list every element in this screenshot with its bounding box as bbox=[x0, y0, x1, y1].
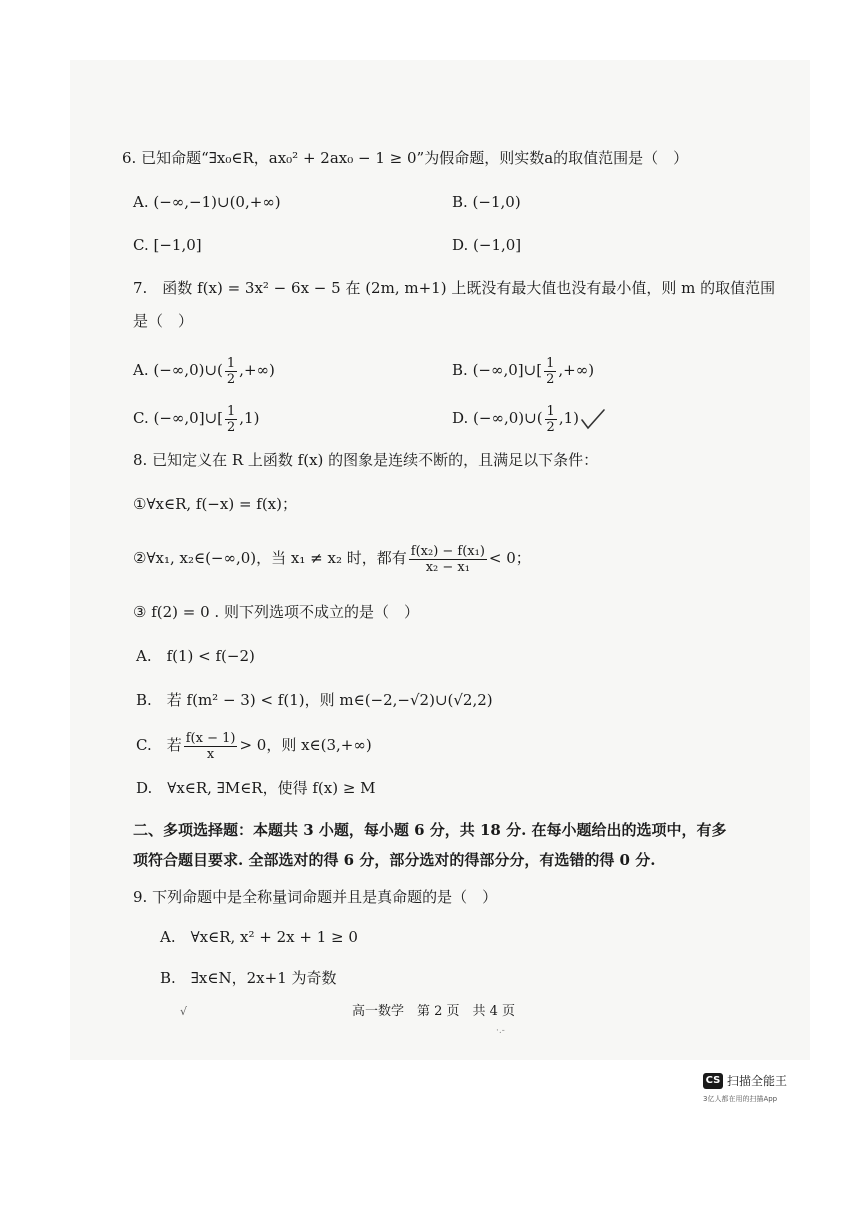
q8-option-c-post: > 0，则 x∈(3,+∞) bbox=[239, 736, 372, 754]
q8-option-d: D. ∀x∈R, ∃M∈R，使得 f(x) ≥ M bbox=[136, 779, 376, 797]
q7-option-d bbox=[452, 400, 606, 436]
q7-option-d-label: D. bbox=[452, 409, 469, 427]
section2-instructions-line2: 项符合题目要求. 全部选对的得 6 分，部分选对的得部分分，有选错的得 0 分. bbox=[133, 851, 656, 869]
half-fraction bbox=[225, 356, 237, 387]
handwritten-checkmark-icon bbox=[580, 406, 606, 432]
fraction-denominator: 2 bbox=[546, 371, 555, 387]
q8-option-a: A. f(1) < f(−2) bbox=[136, 647, 255, 665]
q7-option-c-post: ,1) bbox=[239, 409, 260, 427]
half-fraction bbox=[225, 404, 237, 435]
q9-stem: 9. 下列命题中是全称量词命题并且是真命题的是（ ） bbox=[133, 888, 498, 906]
fraction-numerator: f(x − 1) bbox=[185, 730, 236, 746]
q8-condition-1: ①∀x∈R, f(−x) = f(x)； bbox=[133, 495, 297, 513]
q8-option-b: B. 若 f(m² − 3) < f(1)，则 m∈(−2,−√2)∪(√2,2) bbox=[136, 691, 493, 709]
q9-option-b: B. ∃x∈N，2x+1 为奇数 bbox=[160, 969, 337, 987]
q7-option-b-label: B. bbox=[452, 361, 468, 379]
q7-stem-line2: 是（ ） bbox=[133, 312, 194, 330]
fraction-numerator: 1 bbox=[546, 403, 555, 419]
q7-option-b-post: ,+∞) bbox=[558, 361, 595, 379]
camscanner-name: 扫描全能王 bbox=[727, 1074, 788, 1088]
fraction-denominator: 2 bbox=[546, 419, 555, 435]
q8-c-fraction bbox=[184, 731, 238, 762]
slope-fraction bbox=[409, 544, 487, 575]
half-fraction bbox=[545, 404, 557, 435]
half-fraction bbox=[544, 356, 556, 387]
q7-option-a-pre: (−∞,0)∪( bbox=[153, 361, 223, 379]
q7-stem-line1: 7. 函数 f(x) = 3x² − 6x − 5 在 (2m, m+1) 上既没有最大值也没有最小值，则 m 的取值范围 bbox=[133, 279, 776, 297]
q8-option-c-pre: C. 若 bbox=[136, 736, 182, 754]
q7-option-c-pre: (−∞,0]∪[ bbox=[153, 409, 223, 427]
q6-option-b: B. (−1,0) bbox=[452, 193, 521, 211]
q7-option-d-post: ,1) bbox=[558, 409, 579, 427]
q6-stem: 6. 已知命题“∃x₀∈R，ax₀² + 2ax₀ − 1 ≥ 0”为假命题，则实数a的取值范围是（ ） bbox=[122, 149, 689, 167]
q8-condition-2-post: < 0； bbox=[488, 549, 531, 567]
fraction-denominator: 2 bbox=[227, 419, 236, 435]
fraction-denominator: 2 bbox=[226, 371, 236, 387]
q8-condition-3: ③ f(2) = 0 . 则下列选项不成立的是（ ） bbox=[133, 603, 419, 621]
fraction-numerator: f(x₂) − f(x₁) bbox=[410, 543, 485, 559]
q6-option-c: C. [−1,0] bbox=[133, 236, 202, 254]
q8-option-c bbox=[136, 727, 372, 763]
q7-option-c-label: C. bbox=[133, 409, 149, 427]
fraction-numerator: 1 bbox=[227, 403, 236, 419]
fraction-denominator: x bbox=[206, 746, 215, 762]
q6-option-a: A. (−∞,−1)∪(0,+∞) bbox=[133, 193, 281, 211]
q7-option-b bbox=[452, 352, 594, 388]
q8-condition-2-pre: ②∀x₁, x₂∈(−∞,0)，当 x₁ ≠ x₂ 时，都有 bbox=[133, 549, 407, 567]
q7-option-a bbox=[133, 352, 275, 388]
footer-stray-mark: √ bbox=[180, 1005, 188, 1018]
fraction-numerator: 1 bbox=[546, 355, 555, 371]
q7-option-d-pre: (−∞,0)∪( bbox=[473, 409, 543, 427]
q7-option-a-label: A. bbox=[133, 361, 149, 379]
fraction-denominator: x₂ − x₁ bbox=[425, 559, 470, 575]
q9-option-a: A. ∀x∈R, x² + 2x + 1 ≥ 0 bbox=[160, 928, 358, 946]
q7-option-c bbox=[133, 400, 259, 436]
camscanner-watermark bbox=[703, 1072, 787, 1089]
camscanner-logo-icon: CS bbox=[703, 1073, 723, 1089]
q7-option-a-post: ,+∞) bbox=[239, 361, 275, 379]
footer-stray-dots: ·.- bbox=[496, 1026, 505, 1036]
section2-instructions-line1: 二、多项选择题：本题共 3 小题，每小题 6 分，共 18 分. 在每小题给出的选项中，有多 bbox=[133, 821, 727, 839]
q8-condition-2 bbox=[133, 540, 531, 576]
q8-stem: 8. 已知定义在 R 上函数 f(x) 的图象是连续不断的，且满足以下条件： bbox=[133, 451, 599, 469]
q7-option-b-pre: (−∞,0]∪[ bbox=[472, 361, 543, 379]
camscanner-tagline: 3亿人都在用的扫描App bbox=[703, 1095, 778, 1103]
page-footer: 高一数学 第 2 页 共 4 页 bbox=[351, 1004, 516, 1019]
fraction-numerator: 1 bbox=[226, 355, 236, 371]
q6-option-d: D. (−1,0] bbox=[452, 236, 522, 254]
